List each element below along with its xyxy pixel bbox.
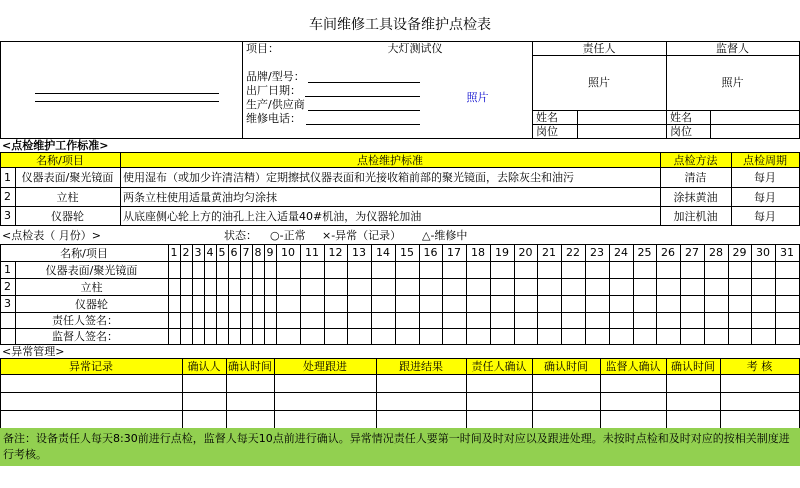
check-cell[interactable] (265, 329, 276, 344)
check-cell[interactable] (634, 279, 656, 295)
check-cell[interactable] (610, 329, 633, 344)
check-cell[interactable] (277, 313, 300, 328)
check-cell[interactable] (538, 279, 561, 295)
standard-row-cycle: 每月 (754, 209, 776, 223)
day-header: 28 (709, 246, 723, 259)
check-cell[interactable] (301, 313, 324, 328)
abnormal-col-header: 确认人 (187, 360, 221, 373)
day-header: 25 (637, 246, 652, 259)
abnormal-cell[interactable] (275, 375, 376, 392)
abnormal-cell[interactable] (667, 411, 720, 428)
check-cell[interactable] (420, 279, 442, 295)
check-cell[interactable] (538, 329, 561, 344)
standard-row-name: 立柱 (56, 190, 79, 204)
check-cell[interactable] (325, 296, 347, 312)
standard-row-method: 加注机油 (673, 209, 718, 223)
abnormal-col-header: 确认时间 (228, 360, 272, 373)
check-cell[interactable] (301, 279, 324, 295)
abnormal-col-header: 处理跟进 (303, 360, 347, 373)
day-header: 14 (376, 246, 390, 259)
abnormal-cell[interactable] (721, 411, 799, 428)
check-cell[interactable] (229, 313, 240, 328)
check-cell[interactable] (372, 329, 395, 344)
check-cell[interactable] (229, 296, 240, 312)
responsible-name-label: 姓名 (536, 111, 558, 124)
check-cell[interactable] (420, 313, 442, 328)
check-row-name: 仪器表面/聚光镜面 (45, 263, 138, 277)
status-label: 状态： (224, 229, 257, 242)
check-cell[interactable] (562, 279, 585, 295)
check-cell[interactable] (301, 329, 324, 344)
check-cell[interactable] (396, 279, 419, 295)
date-label: 出厂日期： (246, 84, 301, 97)
check-cell[interactable] (205, 279, 216, 295)
abnormal-col-header: 责任人确认 (471, 360, 527, 373)
day-header: 21 (542, 246, 556, 259)
check-cell[interactable] (277, 329, 300, 344)
check-cell[interactable] (443, 313, 466, 328)
check-cell[interactable] (776, 262, 799, 278)
abnormal-cell[interactable] (227, 375, 274, 392)
check-cell[interactable] (265, 296, 276, 312)
day-header: 15 (400, 246, 414, 259)
check-cell[interactable] (443, 329, 466, 344)
check-cell[interactable] (729, 279, 751, 295)
check-cell[interactable] (467, 296, 490, 312)
standard-row-text: 使用湿布（或加少许清洁精）定期擦拭仪器表面和光接收箱前部的聚光镜面，去除灰尘和油污 (123, 171, 574, 184)
day-header: 24 (614, 246, 628, 259)
check-cell[interactable] (515, 262, 537, 278)
standard-col-cycle: 点检周期 (743, 153, 787, 167)
check-cell[interactable] (752, 262, 775, 278)
check-cell[interactable] (634, 313, 656, 328)
abnormal-cell[interactable] (183, 393, 226, 410)
status-normal: ○-正常 (270, 229, 306, 242)
check-cell[interactable] (241, 296, 252, 312)
check-cell[interactable] (752, 279, 775, 295)
check-cell[interactable] (467, 262, 490, 278)
check-cell[interactable] (752, 296, 775, 312)
check-cell[interactable] (681, 262, 704, 278)
day-header: 20 (518, 246, 533, 259)
check-cell[interactable] (657, 329, 680, 344)
check-cell[interactable] (325, 313, 347, 328)
check-cell[interactable] (396, 329, 419, 344)
day-header: 6 (230, 246, 238, 259)
check-cell[interactable] (681, 279, 704, 295)
day-header: 13 (352, 246, 366, 259)
standard-row-text: 从底座侧心轮上方的油孔上注入适量40#机油，为仪器轮加油 (123, 209, 422, 223)
check-cell[interactable] (253, 329, 264, 344)
check-cell[interactable] (610, 296, 633, 312)
check-cell[interactable] (193, 262, 204, 278)
check-cell[interactable] (420, 262, 442, 278)
check-cell[interactable] (372, 279, 395, 295)
abnormal-col-header: 监督人确认 (605, 360, 661, 373)
supervisor-photo: 照片 (721, 76, 744, 89)
check-cell[interactable] (515, 296, 537, 312)
check-cell[interactable] (681, 313, 704, 328)
check-cell[interactable] (217, 329, 228, 344)
day-header: 30 (756, 246, 770, 259)
abnormal-cell[interactable] (1, 411, 182, 428)
check-cell[interactable] (181, 296, 192, 312)
check-cell[interactable] (538, 296, 561, 312)
abnormal-cell[interactable] (533, 393, 600, 410)
check-cell[interactable] (325, 279, 347, 295)
abnormal-cell[interactable] (183, 375, 226, 392)
abnormal-cell[interactable] (601, 375, 666, 392)
abnormal-cell[interactable] (275, 393, 376, 410)
check-cell[interactable] (253, 313, 264, 328)
check-cell[interactable] (634, 262, 656, 278)
check-cell[interactable] (301, 262, 324, 278)
brand-label: 品牌/型号： (246, 70, 305, 83)
check-cell[interactable] (467, 313, 490, 328)
day-header: 11 (305, 246, 319, 259)
standard-row-no: 2 (4, 190, 11, 203)
check-cell[interactable] (372, 313, 395, 328)
check-cell[interactable] (348, 296, 371, 312)
check-cell[interactable] (181, 313, 192, 328)
check-cell[interactable] (657, 279, 680, 295)
check-cell[interactable] (205, 313, 216, 328)
standard-row-method: 涂抹黄油 (673, 190, 718, 204)
day-header: 22 (566, 246, 580, 259)
day-header: 9 (266, 246, 274, 259)
check-cell[interactable] (229, 279, 240, 295)
abnormal-cell[interactable] (1, 375, 182, 392)
check-cell[interactable] (420, 296, 442, 312)
check-row-name: 立柱 (80, 280, 103, 294)
check-cell[interactable] (681, 296, 704, 312)
check-cell[interactable] (372, 296, 395, 312)
standard-row-name: 仪器轮 (51, 209, 84, 223)
check-cell[interactable] (515, 313, 537, 328)
day-header: 26 (661, 246, 675, 259)
status-repair: △-维修中 (422, 229, 468, 242)
abnormal-cell[interactable] (533, 375, 600, 392)
standard-row-method: 清洁 (684, 171, 707, 184)
check-cell[interactable] (467, 279, 490, 295)
day-header: 12 (328, 246, 343, 259)
check-cell[interactable] (229, 329, 240, 344)
supervisor-sign-label: 监督人签名： (52, 330, 118, 343)
abnormal-col-header: 确认时间 (544, 360, 588, 373)
check-cell[interactable] (729, 296, 751, 312)
supplier-label: 生产/供应商 (246, 98, 305, 111)
check-cell[interactable] (277, 262, 300, 278)
abnormal-col-header: 跟进结果 (399, 360, 443, 373)
check-cell[interactable] (169, 313, 180, 328)
check-cell[interactable] (586, 262, 609, 278)
abnormal-cell[interactable] (721, 375, 799, 392)
day-header: 27 (685, 246, 699, 259)
check-cell[interactable] (515, 329, 537, 344)
check-cell[interactable] (217, 296, 228, 312)
note-text: 备注：设备责任人每天8:30前进行点检，监督人每天10点前进行确认。异常情况责任人要第一时间及时对应以及跟进处理。未按时点检和及时对应的按相关制度进行考核。 (3, 432, 790, 461)
check-cell[interactable] (729, 329, 751, 344)
check-cell[interactable] (205, 329, 216, 344)
check-cell[interactable] (776, 279, 799, 295)
day-header: 1 (170, 246, 178, 259)
check-cell[interactable] (491, 329, 514, 344)
check-cell[interactable] (253, 279, 264, 295)
abnormal-cell[interactable] (377, 411, 466, 428)
responsible-post-label: 岗位 (536, 125, 558, 138)
abnormal-cell[interactable] (467, 393, 532, 410)
equipment-photo: 照片 (466, 91, 489, 104)
check-cell[interactable] (586, 313, 609, 328)
check-cell[interactable] (705, 329, 728, 344)
check-cell[interactable] (729, 313, 751, 328)
check-cell[interactable] (729, 262, 751, 278)
check-cell[interactable] (169, 279, 180, 295)
standard-row-no: 3 (4, 209, 11, 222)
check-col-name: 名称/项目 (60, 246, 108, 260)
check-cell[interactable] (467, 329, 490, 344)
check-cell[interactable] (776, 296, 799, 312)
check-cell[interactable] (705, 262, 728, 278)
standard-row-text: 两条立柱使用适量黄油均匀涂抹 (123, 190, 277, 204)
abnormal-cell[interactable] (667, 393, 720, 410)
check-cell[interactable] (610, 279, 633, 295)
check-cell[interactable] (217, 262, 228, 278)
check-cell[interactable] (348, 279, 371, 295)
check-cell[interactable] (277, 279, 300, 295)
day-header: 19 (495, 246, 509, 259)
standard-col-name: 名称/项目 (36, 153, 84, 167)
check-cell[interactable] (538, 313, 561, 328)
check-cell[interactable] (776, 329, 799, 344)
check-cell[interactable] (657, 262, 680, 278)
standard-row-no: 1 (4, 170, 11, 184)
check-cell[interactable] (372, 262, 395, 278)
check-cell[interactable] (169, 329, 180, 344)
abnormal-cell[interactable] (601, 411, 666, 428)
check-cell[interactable] (169, 296, 180, 312)
check-cell[interactable] (657, 296, 680, 312)
phone-label: 维修电话： (246, 112, 301, 125)
standard-col-method: 点检方法 (673, 153, 718, 167)
check-cell[interactable] (443, 279, 466, 295)
abnormal-cell[interactable] (377, 393, 466, 410)
check-cell[interactable] (229, 262, 240, 278)
check-cell[interactable] (562, 313, 585, 328)
check-cell[interactable] (325, 329, 347, 344)
check-cell[interactable] (443, 262, 466, 278)
check-cell[interactable] (241, 262, 252, 278)
check-cell[interactable] (752, 313, 775, 328)
abnormal-cell[interactable] (227, 393, 274, 410)
check-cell[interactable] (396, 313, 419, 328)
check-cell[interactable] (491, 262, 514, 278)
check-cell[interactable] (301, 296, 324, 312)
check-cell[interactable] (348, 313, 371, 328)
abnormal-cell[interactable] (467, 375, 532, 392)
check-cell[interactable] (491, 296, 514, 312)
check-cell[interactable] (217, 313, 228, 328)
day-header: 23 (590, 246, 604, 259)
standard-row-name: 仪器表面/聚光镜面 (21, 171, 114, 184)
check-cell[interactable] (253, 296, 264, 312)
check-cell[interactable] (241, 279, 252, 295)
day-header: 16 (423, 246, 438, 259)
check-cell[interactable] (396, 262, 419, 278)
check-cell[interactable] (277, 296, 300, 312)
day-header: 2 (182, 246, 190, 259)
check-cell[interactable] (193, 279, 204, 295)
check-cell[interactable] (265, 262, 276, 278)
day-header: 3 (194, 246, 202, 259)
responsible-photo: 照片 (588, 76, 610, 89)
check-cell[interactable] (657, 313, 680, 328)
check-cell[interactable] (420, 329, 442, 344)
check-row-no: 3 (4, 297, 11, 310)
check-section-title: <点检表（ 月份）> (2, 229, 101, 242)
status-abnormal: ×-异常（记录） (322, 229, 402, 242)
abnormal-cell[interactable] (721, 393, 799, 410)
abnormal-section-title: <异常管理> (2, 345, 65, 358)
check-cell[interactable] (325, 262, 347, 278)
check-cell[interactable] (705, 279, 728, 295)
check-cell[interactable] (396, 296, 419, 312)
check-cell[interactable] (181, 262, 192, 278)
check-cell[interactable] (253, 262, 264, 278)
check-cell[interactable] (752, 329, 775, 344)
check-cell[interactable] (193, 296, 204, 312)
abnormal-cell[interactable] (467, 411, 532, 428)
abnormal-col-header: 异常记录 (69, 360, 113, 373)
check-cell[interactable] (705, 313, 728, 328)
check-cell[interactable] (181, 279, 192, 295)
day-header: 8 (254, 246, 262, 259)
check-cell[interactable] (538, 262, 561, 278)
abnormal-cell[interactable] (1, 393, 182, 410)
check-cell[interactable] (491, 313, 514, 328)
day-header: 7 (242, 246, 250, 259)
check-cell[interactable] (241, 313, 252, 328)
check-cell[interactable] (265, 313, 276, 328)
check-cell[interactable] (610, 313, 633, 328)
check-cell[interactable] (681, 329, 704, 344)
standard-section-title: <点检维护工作标准> (2, 139, 109, 152)
check-cell[interactable] (348, 262, 371, 278)
check-cell[interactable] (562, 262, 585, 278)
check-cell[interactable] (776, 313, 799, 328)
check-cell[interactable] (205, 262, 216, 278)
abnormal-cell[interactable] (275, 411, 376, 428)
check-cell[interactable] (634, 296, 656, 312)
page-title: 车间维修工具设备维护点检表 (309, 17, 491, 33)
check-cell[interactable] (586, 296, 609, 312)
day-header: 31 (780, 246, 794, 259)
standard-row-cycle: 每月 (754, 190, 776, 204)
check-row-name: 仪器轮 (75, 297, 108, 311)
abnormal-cell[interactable] (183, 411, 226, 428)
day-header: 10 (281, 246, 295, 259)
check-cell[interactable] (217, 279, 228, 295)
check-cell[interactable] (586, 279, 609, 295)
abnormal-cell[interactable] (667, 375, 720, 392)
abnormal-cell[interactable] (533, 411, 600, 428)
project-label: 项目： (246, 42, 279, 55)
day-header: 17 (447, 246, 461, 259)
check-cell[interactable] (562, 296, 585, 312)
supervisor-header: 监督人 (716, 42, 749, 55)
responsible-sign-label: 责任人签名： (52, 314, 118, 327)
check-cell[interactable] (193, 329, 204, 344)
project-value: 大灯测试仪 (387, 42, 443, 55)
check-cell[interactable] (705, 296, 728, 312)
abnormal-col-header: 确认时间 (671, 360, 715, 373)
check-cell[interactable] (586, 329, 609, 344)
check-cell[interactable] (181, 329, 192, 344)
check-cell[interactable] (348, 329, 371, 344)
abnormal-cell[interactable] (601, 393, 666, 410)
abnormal-cell[interactable] (377, 375, 466, 392)
supervisor-name-label: 姓名 (670, 111, 692, 124)
check-cell[interactable] (491, 279, 514, 295)
day-header: 4 (206, 246, 214, 259)
check-cell[interactable] (241, 329, 252, 344)
check-cell[interactable] (562, 329, 585, 344)
day-header: 29 (732, 246, 747, 259)
check-cell[interactable] (634, 329, 656, 344)
standard-row-cycle: 每月 (754, 171, 776, 184)
day-header: 5 (218, 246, 226, 259)
abnormal-cell[interactable] (227, 411, 274, 428)
check-cell[interactable] (169, 262, 180, 278)
check-cell[interactable] (193, 313, 204, 328)
check-row-no: 1 (4, 263, 11, 276)
check-cell[interactable] (443, 296, 466, 312)
check-cell[interactable] (265, 279, 276, 295)
day-header: 18 (471, 246, 485, 259)
responsible-header: 责任人 (582, 42, 616, 55)
check-row-no: 2 (4, 280, 11, 293)
supervisor-post-label: 岗位 (670, 125, 692, 138)
check-cell[interactable] (610, 262, 633, 278)
abnormal-col-header: 考 核 (746, 360, 773, 373)
standard-col-standard: 点检维护标准 (357, 153, 423, 167)
check-cell[interactable] (515, 279, 537, 295)
check-cell[interactable] (205, 296, 216, 312)
